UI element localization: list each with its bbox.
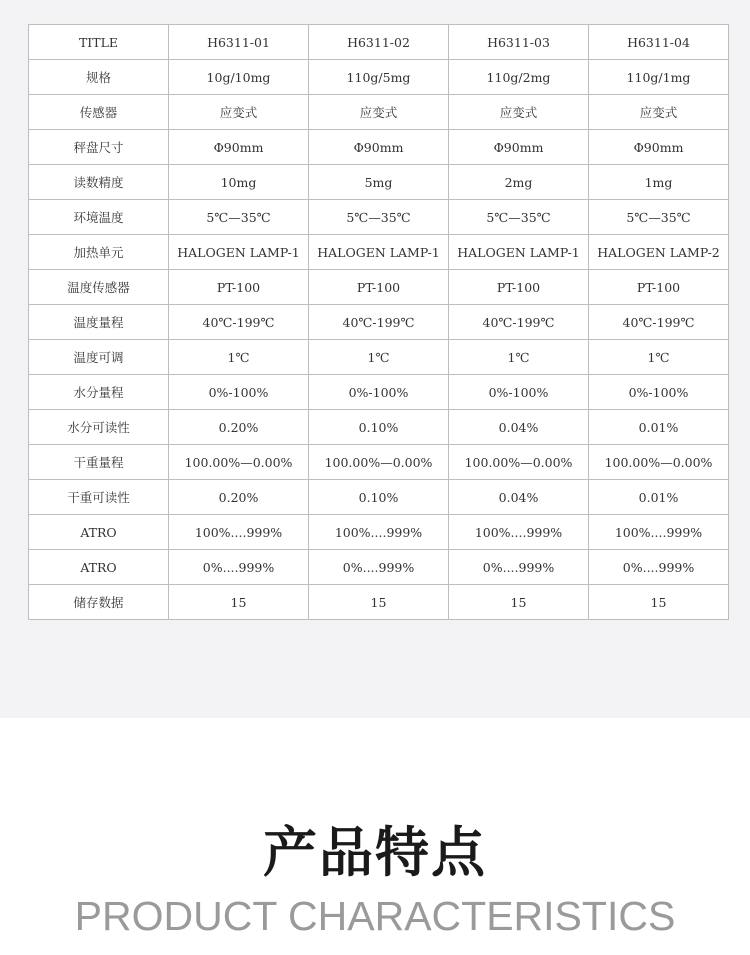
table-cell: 100.00%—0.00% <box>169 445 309 480</box>
table-cell: 0.01% <box>589 480 729 515</box>
row-label-cell: 规格 <box>29 60 169 95</box>
table-row <box>29 445 729 480</box>
table-row <box>29 585 729 620</box>
table-cell: 40℃-199℃ <box>589 305 729 340</box>
table-cell: 0%....999% <box>589 550 729 585</box>
table-cell: Φ90mm <box>589 130 729 165</box>
table-cell: 1℃ <box>309 340 449 375</box>
row-label-cell: TITLE <box>29 25 169 60</box>
table-row <box>29 25 729 60</box>
table-cell: Φ90mm <box>169 130 309 165</box>
table-row <box>29 270 729 305</box>
row-label-cell: 环境温度 <box>29 200 169 235</box>
table-cell: HALOGEN LAMP-2 <box>589 235 729 270</box>
table-row <box>29 305 729 340</box>
row-label-cell: 温度可调 <box>29 340 169 375</box>
table-cell: H6311-03 <box>449 25 589 60</box>
table-cell: 5℃—35℃ <box>169 200 309 235</box>
table-cell: 40℃-199℃ <box>449 305 589 340</box>
row-label-cell: 干重量程 <box>29 445 169 480</box>
table-cell: 0%-100% <box>589 375 729 410</box>
table-cell: 100.00%—0.00% <box>309 445 449 480</box>
row-label-cell: 加热单元 <box>29 235 169 270</box>
table-cell: 1℃ <box>589 340 729 375</box>
row-label-cell: ATRO <box>29 515 169 550</box>
table-cell: 5℃—35℃ <box>589 200 729 235</box>
table-cell: 0.04% <box>449 480 589 515</box>
table-cell: 0%....999% <box>449 550 589 585</box>
table-cell: PT-100 <box>449 270 589 305</box>
table-cell: 15 <box>309 585 449 620</box>
table-row <box>29 515 729 550</box>
table-cell: 110g/2mg <box>449 60 589 95</box>
table-cell: 1℃ <box>449 340 589 375</box>
table-cell: 1mg <box>589 165 729 200</box>
table-cell: HALOGEN LAMP-1 <box>309 235 449 270</box>
table-cell: 100%....999% <box>449 515 589 550</box>
table-cell: 0.10% <box>309 480 449 515</box>
row-label-cell: 传感器 <box>29 95 169 130</box>
table-cell: 100%....999% <box>309 515 449 550</box>
table-cell: 10g/10mg <box>169 60 309 95</box>
table-cell: 应变式 <box>309 95 449 130</box>
table-cell: 110g/5mg <box>309 60 449 95</box>
table-cell: 15 <box>169 585 309 620</box>
table-row <box>29 130 729 165</box>
table-cell: 5℃—35℃ <box>449 200 589 235</box>
table-cell: 0%-100% <box>169 375 309 410</box>
row-label-cell: 秤盘尺寸 <box>29 130 169 165</box>
table-cell: 100%....999% <box>589 515 729 550</box>
table-row <box>29 550 729 585</box>
table-cell: 0%-100% <box>309 375 449 410</box>
table-row <box>29 410 729 445</box>
row-label-cell: 干重可读性 <box>29 480 169 515</box>
table-cell: H6311-01 <box>169 25 309 60</box>
features-heading: 产品特点 <box>263 821 487 884</box>
table-cell: 0%-100% <box>449 375 589 410</box>
table-cell: 0.04% <box>449 410 589 445</box>
table-cell: 应变式 <box>589 95 729 130</box>
row-label-cell: 温度量程 <box>29 305 169 340</box>
table-cell: 40℃-199℃ <box>309 305 449 340</box>
table-cell: 0%....999% <box>169 550 309 585</box>
table-cell: PT-100 <box>169 270 309 305</box>
table-row <box>29 200 729 235</box>
row-label-cell: 读数精度 <box>29 165 169 200</box>
table-cell: 100.00%—0.00% <box>589 445 729 480</box>
table-cell: HALOGEN LAMP-1 <box>449 235 589 270</box>
table-row <box>29 60 729 95</box>
table-cell: H6311-02 <box>309 25 449 60</box>
row-label-cell: 储存数据 <box>29 585 169 620</box>
table-cell: PT-100 <box>309 270 449 305</box>
table-cell: 应变式 <box>169 95 309 130</box>
table-cell: 2mg <box>449 165 589 200</box>
table-cell: 0.10% <box>309 410 449 445</box>
row-label-cell: 温度传感器 <box>29 270 169 305</box>
row-label-cell: 水分可读性 <box>29 410 169 445</box>
table-cell: 10mg <box>169 165 309 200</box>
spec-table <box>28 24 729 620</box>
table-cell: 0.20% <box>169 410 309 445</box>
row-label-cell: 水分量程 <box>29 375 169 410</box>
table-cell: 应变式 <box>449 95 589 130</box>
table-row <box>29 480 729 515</box>
table-row <box>29 340 729 375</box>
table-cell: HALOGEN LAMP-1 <box>169 235 309 270</box>
spec-table-body <box>29 25 729 620</box>
table-cell: 15 <box>589 585 729 620</box>
table-cell: 0.01% <box>589 410 729 445</box>
table-cell: H6311-04 <box>589 25 729 60</box>
table-cell: Φ90mm <box>449 130 589 165</box>
table-row <box>29 375 729 410</box>
table-cell: 100.00%—0.00% <box>449 445 589 480</box>
table-cell: 5℃—35℃ <box>309 200 449 235</box>
table-cell: 100%....999% <box>169 515 309 550</box>
table-cell: 0%....999% <box>309 550 449 585</box>
table-cell: PT-100 <box>589 270 729 305</box>
row-label-cell: ATRO <box>29 550 169 585</box>
table-cell: 0.20% <box>169 480 309 515</box>
table-cell: 15 <box>449 585 589 620</box>
table-row <box>29 235 729 270</box>
table-row <box>29 165 729 200</box>
table-cell: 1℃ <box>169 340 309 375</box>
table-cell: 110g/1mg <box>589 60 729 95</box>
table-cell: 5mg <box>309 165 449 200</box>
features-subheading: PRODUCT CHARACTERISTICS <box>74 893 676 939</box>
table-row <box>29 95 729 130</box>
table-cell: Φ90mm <box>309 130 449 165</box>
table-cell: 40℃-199℃ <box>169 305 309 340</box>
